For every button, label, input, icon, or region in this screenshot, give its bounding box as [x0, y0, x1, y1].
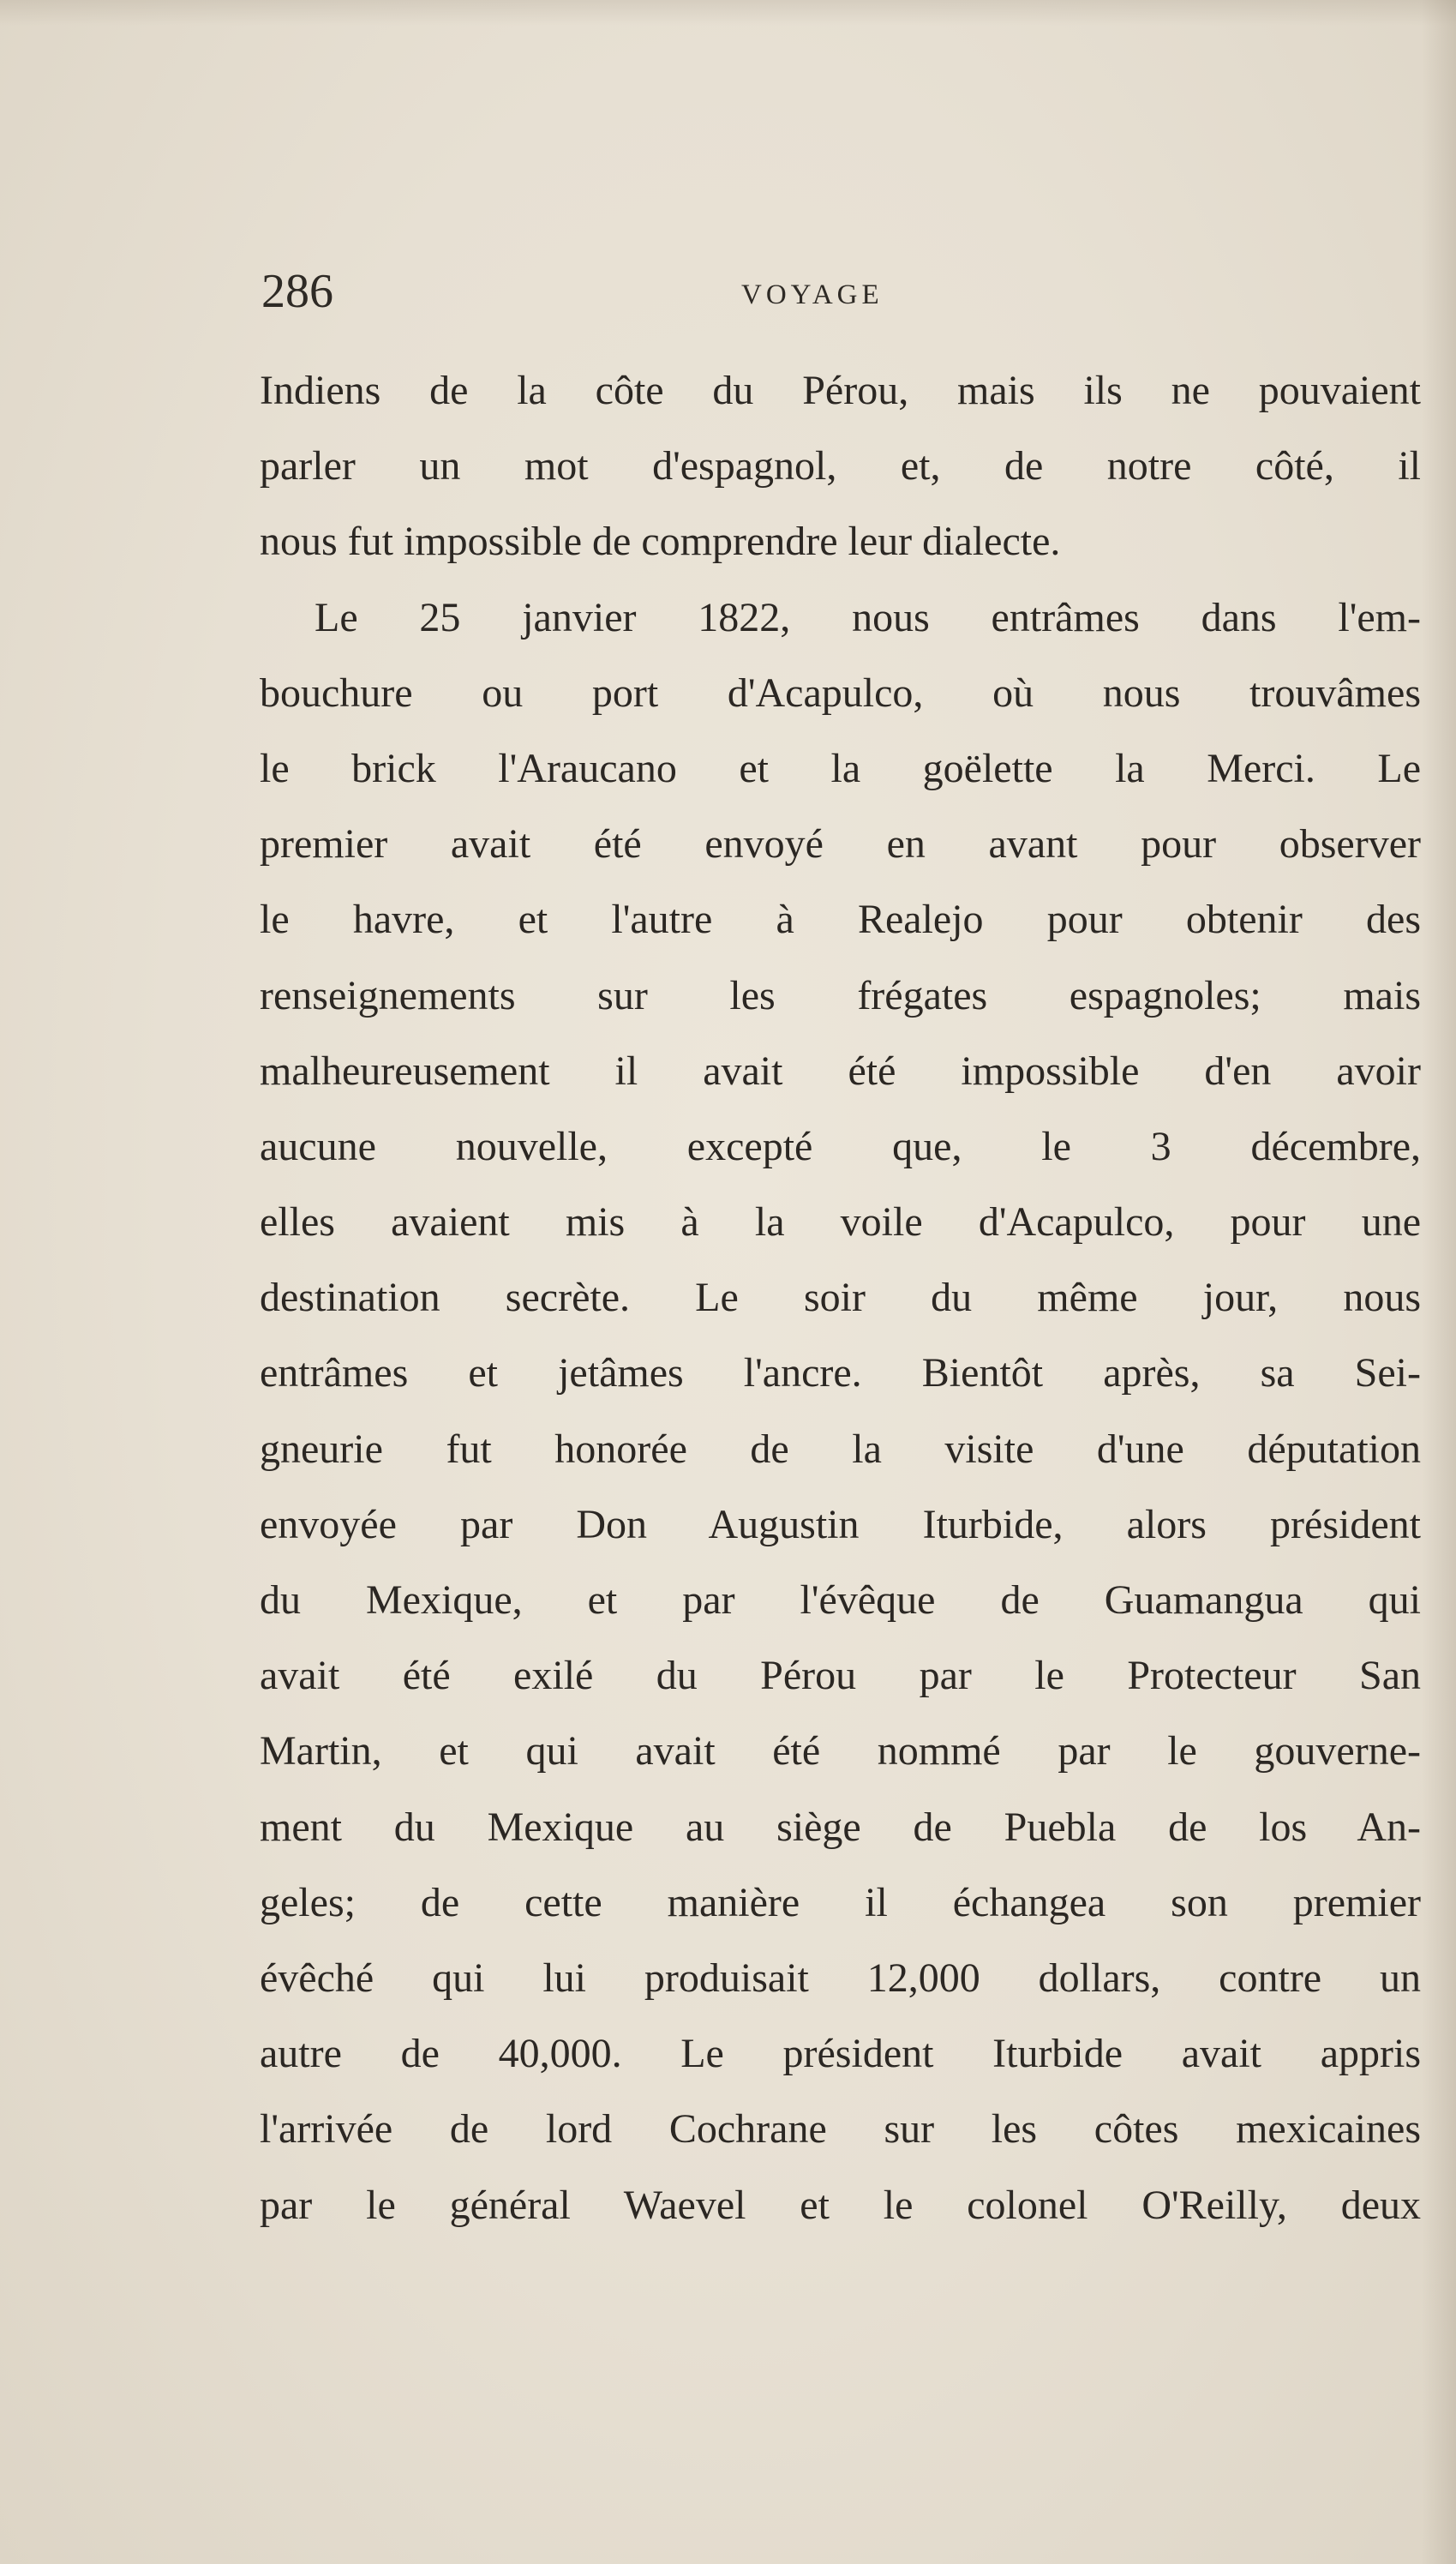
- running-head: VOYAGE: [741, 279, 884, 310]
- text-line: premier avait été envoyé en avant pour observer: [260, 821, 1421, 868]
- text-line: destination secrète. Le soir du même jour, nous: [260, 1275, 1421, 1321]
- text-line: elles avaient mis à la voile d'Acapulco, pour une: [260, 1199, 1421, 1246]
- page-shadow-right: [1422, 0, 1456, 2564]
- text-line: ment du Mexique au siège de Puebla de los An-: [260, 1804, 1421, 1850]
- text-line: envoyée par Don Augustin Iturbide, alors président: [260, 1501, 1421, 1547]
- text-line: aucune nouvelle, excepté que, le 3 décembre,: [260, 1123, 1421, 1169]
- text-line: le havre, et l'autre à Realejo pour obtenir des: [260, 897, 1421, 943]
- text-line: bouchure ou port d'Acapulco, où nous trouvâmes: [260, 670, 1421, 716]
- text-line: autre de 40,000. Le président Iturbide avait appris: [260, 2031, 1421, 2077]
- body-text: [260, 353, 1421, 2243]
- text-line: renseignements sur les frégates espagnoles; mais: [260, 972, 1421, 1018]
- text-line: geles; de cette manière il échangea son premier: [260, 1879, 1421, 1925]
- text-line: malheureusement il avait été impossible d'en avoir: [260, 1048, 1421, 1094]
- text-line: par le général Waevel et le colonel O'Reilly, deux: [260, 2182, 1421, 2228]
- text-line: Indiens de la côte du Pérou, mais ils ne pouvaient: [260, 368, 1421, 413]
- page-header: [261, 257, 1423, 326]
- text-line: Martin, et qui avait été nommé par le gouverne-: [260, 1728, 1421, 1774]
- text-line: évêché qui lui produisait 12,000 dollars, contre un: [260, 1955, 1421, 2001]
- text-line: du Mexique, et par l'évêque de Guamangua qui: [260, 1577, 1421, 1623]
- page-number: 286: [261, 265, 333, 318]
- text-line: nous fut impossible de comprendre leur dialecte.: [260, 519, 1061, 565]
- text-line: avait été exilé du Pérou par le Protecteur San: [260, 1653, 1421, 1699]
- text-line: Le 25 janvier 1822, nous entrâmes dans l'em-: [315, 594, 1421, 640]
- page-shadow-top: [0, 0, 1456, 26]
- text-line: parler un mot d'espagnol, et, de notre côté, il: [260, 443, 1421, 489]
- text-line: entrâmes et jetâmes l'ancre. Bientôt après, sa Sei-: [260, 1350, 1421, 1396]
- text-line: l'arrivée de lord Cochrane sur les côtes mexicaines: [260, 2106, 1421, 2153]
- text-line: gneurie fut honorée de la visite d'une députation: [260, 1426, 1421, 1472]
- text-line: le brick l'Araucano et la goëlette la Merci. Le: [260, 745, 1421, 791]
